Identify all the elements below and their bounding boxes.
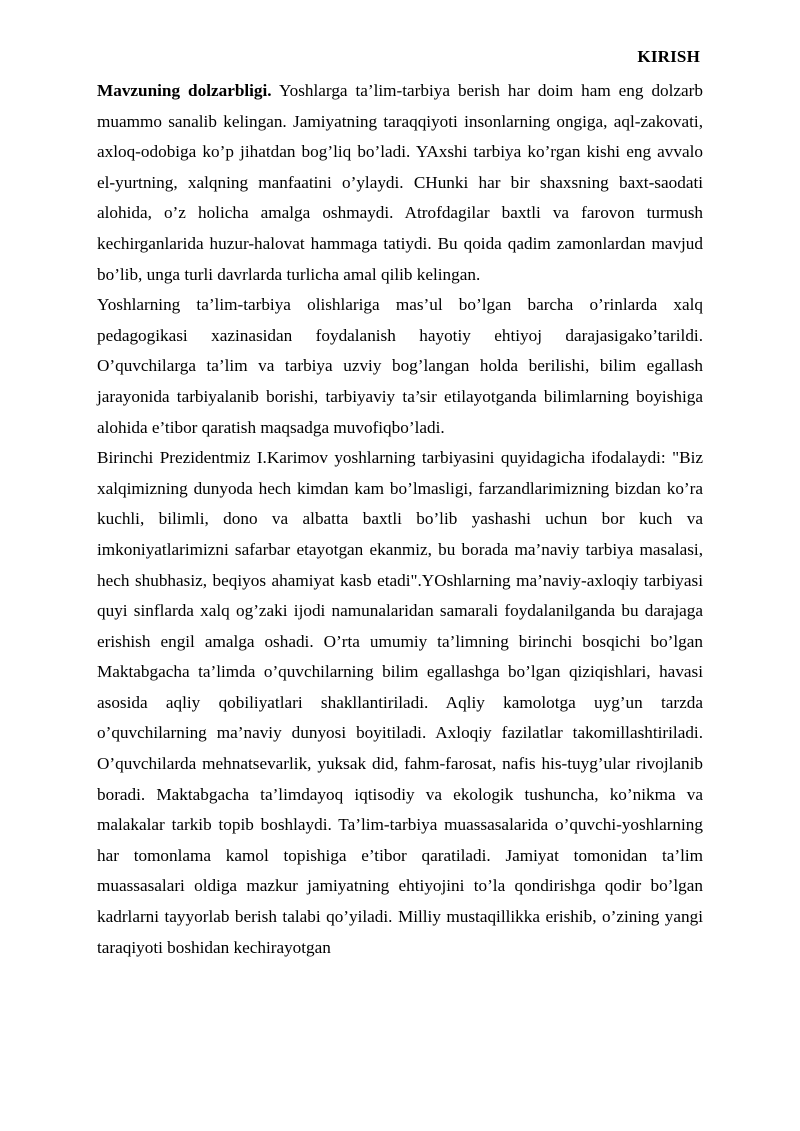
section-heading: KIRISH [637,47,700,66]
lead-title: Mavzuning dolzarbligi. [97,81,272,100]
paragraph-1 [97,76,703,290]
paragraph-3: Birinchi Prezidentmiz I.Karimov yoshlarning tarbiyasini quyidagicha ifodalaydi: "Biz xalqimizning dunyoda hech kimdan kam bo’lmasligi, farzandlarimizning bizdan ko’ra kuchli, bilimli, dono va albatta baxtli bo’lib yashashi uchun bor kuch va imkoniyatlarimizni safarbar etayotgan ekanmiz, bu borada ma’naviy tarbiya masalasi, hech shubhasiz, beqiyos ahamiyat kasb etadi".YOshlarning ma’naviy-axloqiy tarbiyasi quyi sinflarda xalq og’zaki ijodi namunalaridan samarali foydalanilganda bu darajaga erishish engil amalga oshadi. O’rta umumiy ta’limning birinchi bosqichi bo’lgan Maktabgacha ta’limda o’quvchilarning bilim egallashga bo’lgan qiziqishlari, havasi asosida aqliy qobiliyatlari shakllantiriladi. Aqliy kamolotga uyg’un tarzda o’quvchilarning ma’naviy dunyosi boyitiladi. Axloqiy fazilatlar takomillashtiriladi. O’quvchilarda mehnatsevarlik, yuksak did, fahm-farosat, nafis his-tuyg’ular rivojlanib boradi. Maktabgacha ta’limdayoq iqtisodiy va ekologik tushuncha, ko’nikma va malakalar tarkib topib boshlaydi. Ta’lim-tarbiya muassasalarida o’quvchi-yoshlarning har tomonlama kamol topishiga e’tibor qaratiladi. Jamiyat tomonidan ta’lim muassasalari oldiga mazkur jamiyatning ehtiyojini to’la qondirishga qodir bo’lgan kadrlarni tayyorlab berish talabi qo’yiladi. Milliy mustaqillikka erishib, o’zining yangi taraqiyoti boshidan kechirayotgan [97,448,703,957]
paragraph-2: Yoshlarning ta’lim-tarbiya olishlariga mas’ul bo’lgan barcha o’rinlarda xalq pedagogikasi xazinasidan foydalanish hayotiy ehtiyoj darajasigako’tarildi. O’quvchilarga ta’lim va tarbiya uzviy bog’langan holda berilishi, bilim egallash jarayonida tarbiyalanib borishi, tarbiyaviy ta’sir etilayotganda bilimlarning boyishiga alohida e’tibor qaratish maqsadga muvofiqbo’ladi. [97,295,703,437]
paragraph-1-text: Yoshlarga ta’lim-tarbiya berish har doim ham eng dolzarb muammo sanalib kelingan. Jamiyatning taraqqiyoti insonlarning ongiga, aql-zakovati, axloq-odobiga ko’p jihatdan bog’liq bo’ladi. YAxshi tarbiya ko’rgan kishi eng avvalo el-yurtning, xalqning manfaatini o’ylaydi. CHunki har bir shaxsning baxt-saodati alohida, o’z holicha amalga oshmaydi. Atrofdagilar baxtli va farovon turmush kechirganlarida huzur-halovat hammaga tatiydi. Bu qoida qadim zamonlardan mavjud bo’lib, unga turli davrlarda turlicha amal qilib kelingan. [97,81,703,284]
body-text [97,76,703,963]
